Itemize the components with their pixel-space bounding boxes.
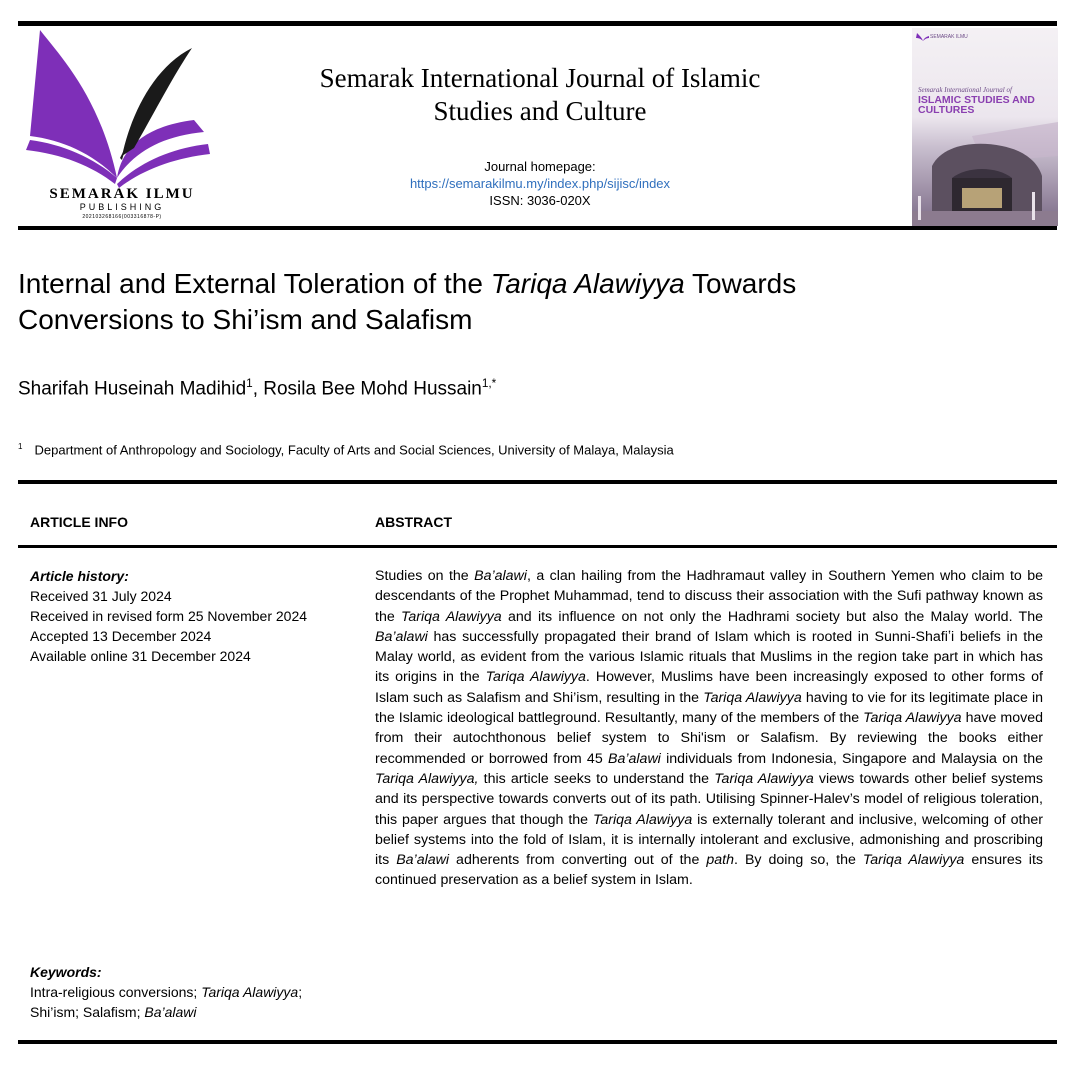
author-name: Rosila Bee Mohd Hussain <box>263 378 482 400</box>
affiliation: $^1$ Department of Anthropology and Sociology, Faculty of Arts and Social Sciences, University of Malaya, Malaysia <box>18 442 674 458</box>
author-name: Sharifah Huseinah Madihid <box>18 378 247 400</box>
cover-mosque-image <box>912 116 1058 226</box>
history-online: Available online 31 December 2024 <box>30 648 251 664</box>
article-title-line2: Conversions to Shi’ism and Salafism <box>18 304 473 335</box>
publisher-logo <box>22 28 222 218</box>
header-top-rule <box>18 21 1057 26</box>
journal-title-line2: Studies and Culture <box>433 96 647 126</box>
history-revised: Received in revised form 25 November 2024 <box>30 608 308 624</box>
cover-brand: SEMARAK ILMU <box>930 34 968 40</box>
info-bottom-rule <box>18 1040 1057 1044</box>
publisher-registration: 202103268166(003316878-P) <box>82 214 162 220</box>
publisher-subtitle: PUBLISHING <box>79 202 165 212</box>
cover-small-title: Semarak International Journal of <box>918 86 1012 94</box>
cover-brand-icon <box>916 32 930 42</box>
journal-cover-thumbnail <box>912 28 1058 226</box>
article-history <box>30 566 360 666</box>
abstract-text: Studies on the Ba’alawi, a clan hailing from the Hadhramaut valley in Southern Yemen who claim to be descendants of the Prophet Muhammad, tend to discuss their association with the Sufi pathway known as the Tariqa Alawiyya and its influence on not only the Hadhrami society but also the Malay world. The Ba’alawi has successfully propagated their brand of Islam which is rooted in Sunni-Shafiʽi beliefs in the Malay world, as evident from the various Islamic rituals that Muslims in the region take part in which has its origins in the Tariqa Alawiyya. However, Muslims have been increasingly exposed to other forms of Islam such as Salafism and Shi’ism, resulting in the Tariqa Alawiyya having to vie for its legitimate place in the Islamic ideological battleground. Resultantly, many of the members of the Tariqa Alawiyya have moved from their autochthonous belief system to Shi'ism or Salafism. By reviewing the books either recommended or borrowed from 45 Ba’alawi individuals from Indonesia, Singapore and Malaysia on the Tariqa Alawiyya, this article seeks to understand the Tariqa Alawiyya views towards other belief systems and its perspective towards converts out of its path. Utilising Spinner-Halev’s model of religious toleration, this paper argues that though the Tariqa Alawiyya is externally tolerant and inclusive, welcoming of other belief systems into the fold of Islam, it is internally intolerant and exclusive, admonishing and proscribing its Ba’alawi adherents from converting out of the path. By doing so, the Tariqa Alawiyya ensures its continued preservation as a belief system in Islam. <box>375 568 1044 889</box>
keywords-label: Keywords: <box>30 964 102 980</box>
homepage-label: Journal homepage: <box>484 159 596 174</box>
info-top-rule <box>18 480 1057 484</box>
history-label: Article history: <box>30 568 129 584</box>
history-received: Received 31 July 2024 <box>30 588 172 604</box>
journal-title-line1: Semarak International Journal of Islamic <box>319 63 761 93</box>
author-list: Sharifah Huseinah Madihid$^1$, Rosila Bee Mohd Hussain$^{1,*}$ <box>18 377 497 400</box>
article-info-heading: ARTICLE INFO <box>30 514 128 530</box>
header-bottom-rule <box>18 226 1057 230</box>
history-accepted: Accepted 13 December 2024 <box>30 628 212 644</box>
article-title-line1: Internal and External Toleration of the Tariqa Alawiyya Towards <box>18 268 797 299</box>
article-title <box>18 266 1058 338</box>
keywords <box>30 962 330 1022</box>
info-header-rule <box>18 545 1057 548</box>
book-quill-icon <box>22 28 222 188</box>
cover-title: ISLAMIC STUDIES AND CULTURES <box>918 94 1035 116</box>
publisher-name: SEMARAK ILMU <box>49 186 195 202</box>
abstract-heading: ABSTRACT <box>375 514 452 530</box>
homepage-link[interactable]: https://semarakilmu.my/index.php/sijisc/index <box>409 176 671 191</box>
issn: ISSN: 3036-020X <box>489 193 591 208</box>
keywords-list: Intra-religious conversions; Tariqa Alawiyya; Shi’ism; Salafism; Ba’alawi <box>30 984 303 1020</box>
journal-homepage-block <box>300 158 780 209</box>
journal-title <box>260 62 820 128</box>
